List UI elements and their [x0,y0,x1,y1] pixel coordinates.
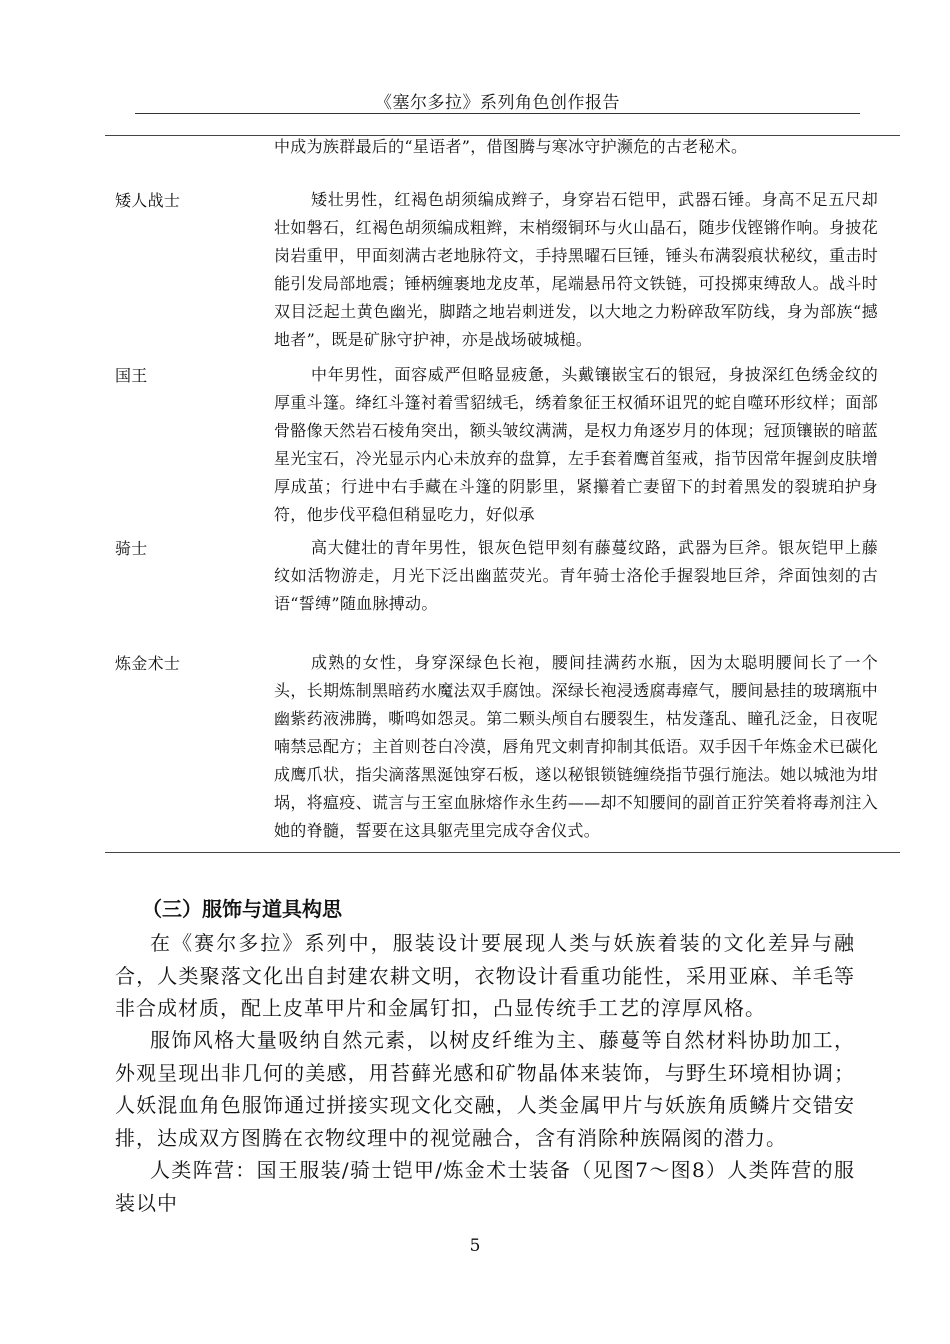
table-row-continued-text: 中成为族群最后的“星语者”，借图腾与寒冰守护濒危的古老秘术。 [274,137,748,156]
paragraph-2: 服饰风格大量吸纳自然元素，以树皮纤维为主、藤蔓等自然材料协助加工，外观呈现出非几何的美感，用苔藓光感和矿物晶体来装饰，与野生环境相协调；人妖混血角色服饰通过拼接实现文化交融，人类金属甲片与妖族角质鳞片交错安排，达成双方图腾在衣物纹理中的视觉融合，含有消除种族隔阂的潜力。 [115,1028,855,1150]
table-row-label-knight: 骑士 [115,539,148,558]
table-row-label-alchemist: 炼金术士 [115,654,181,673]
table-row-text-dwarf: 矮壮男性，红褐色胡须编成辫子，身穿岩石铠甲，武器石锤。身高不足五尺却壮如磐石，红褐色胡须编成粗辫，末梢缀铜环与火山晶石，随步伐铿锵作响。身披花岗岩重甲，甲面刻满古老地脉符文，手持黑曜石巨锤，锤头布满裂痕状秘纹，重击时能引发局部地震；锤柄缠裹地龙皮革，尾端悬吊符文铁链，可投掷束缚敌人。战斗时双目泛起土黄色幽光，脚踏之地岩刺迸发，以大地之力粉碎敌军防线，身为部族“撼地者”，既是矿脉守护神，亦是战场破城槌。 [274,190,878,349]
table-row-label-dwarf: 矮人战士 [115,191,181,210]
table-row-label-king: 国王 [115,366,148,385]
table-row-text-alchemist: 成熟的女性，身穿深绿色长袍，腰间挂满药水瓶，因为太聪明腰间长了一个头，长期炼制黑暗药水魔法双手腐蚀。深绿长袍浸透腐毒瘴气，腰间悬挂的玻璃瓶中幽紫药液沸腾，嘶鸣如怨灵。第二颗头颅自右腰裂生，枯发蓬乱、瞳孔泛金，日夜呢喃禁忌配方；主首则苍白冷漠，唇角咒文刺青抑制其低语。双手因千年炼金术已碳化成鹰爪状，指尖滴落黑涎蚀穿石板，遂以秘银锁链缠绕指节强行施法。她以城池为坩埚，将瘟疫、谎言与王室血脉熔作永生药——却不知腰间的副首正狞笑着将毒剂注入她的脊髓，誓要在这具躯壳里完成夺舍仪式。 [274,653,878,840]
paragraph-3: 人类阵营：国王服装/骑士铠甲/炼金术士装备（见图7～图8）人类阵营的服装以中 [115,1158,855,1215]
table-bottom-rule [105,852,900,853]
table-row-text-knight: 高大健壮的青年男性，银灰色铠甲刻有藤蔓纹路，武器为巨斧。银灰铠甲上藤纹如活物游走，月光下泛出幽蓝荧光。青年骑士洛伦手握裂地巨斧，斧面蚀刻的古语“誓缚”随血脉搏动。 [274,538,878,613]
running-header: 《塞尔多拉》系列角色创作报告 [375,93,620,113]
page-number: 5 [469,1236,481,1256]
header-rule [135,113,860,114]
table-row-text-king: 中年男性，面容威严但略显疲惫，头戴镶嵌宝石的银冠，身披深红色绣金纹的厚重斗篷。绛红斗篷衬着雪貂绒毛，绣着象征王权循环诅咒的蛇自噬环形纹样；面部骨骼像天然岩石棱角突出，额头皱纹满满，是权力角逐岁月的体现；冠顶镶嵌的暗蓝星光宝石，冷光显示内心未放弃的盘算，左手套着鹰首玺戒，指节因常年握剑皮肤增厚成茧；行进中右手藏在斗篷的阴影里，紧攥着亡妻留下的封着黑发的裂琥珀护身符，他步伐平稳但稍显吃力，好似承 [274,365,878,524]
paragraph-1: 在《赛尔多拉》系列中，服装设计要展现人类与妖族着装的文化差异与融合，人类聚落文化出自封建农耕文明，衣物设计看重功能性，采用亚麻、羊毛等非合成材质，配上皮革甲片和金属钉扣，凸显传统手工艺的淳厚风格。 [115,931,855,1020]
section-heading: （三）服饰与道具构思 [142,897,342,921]
